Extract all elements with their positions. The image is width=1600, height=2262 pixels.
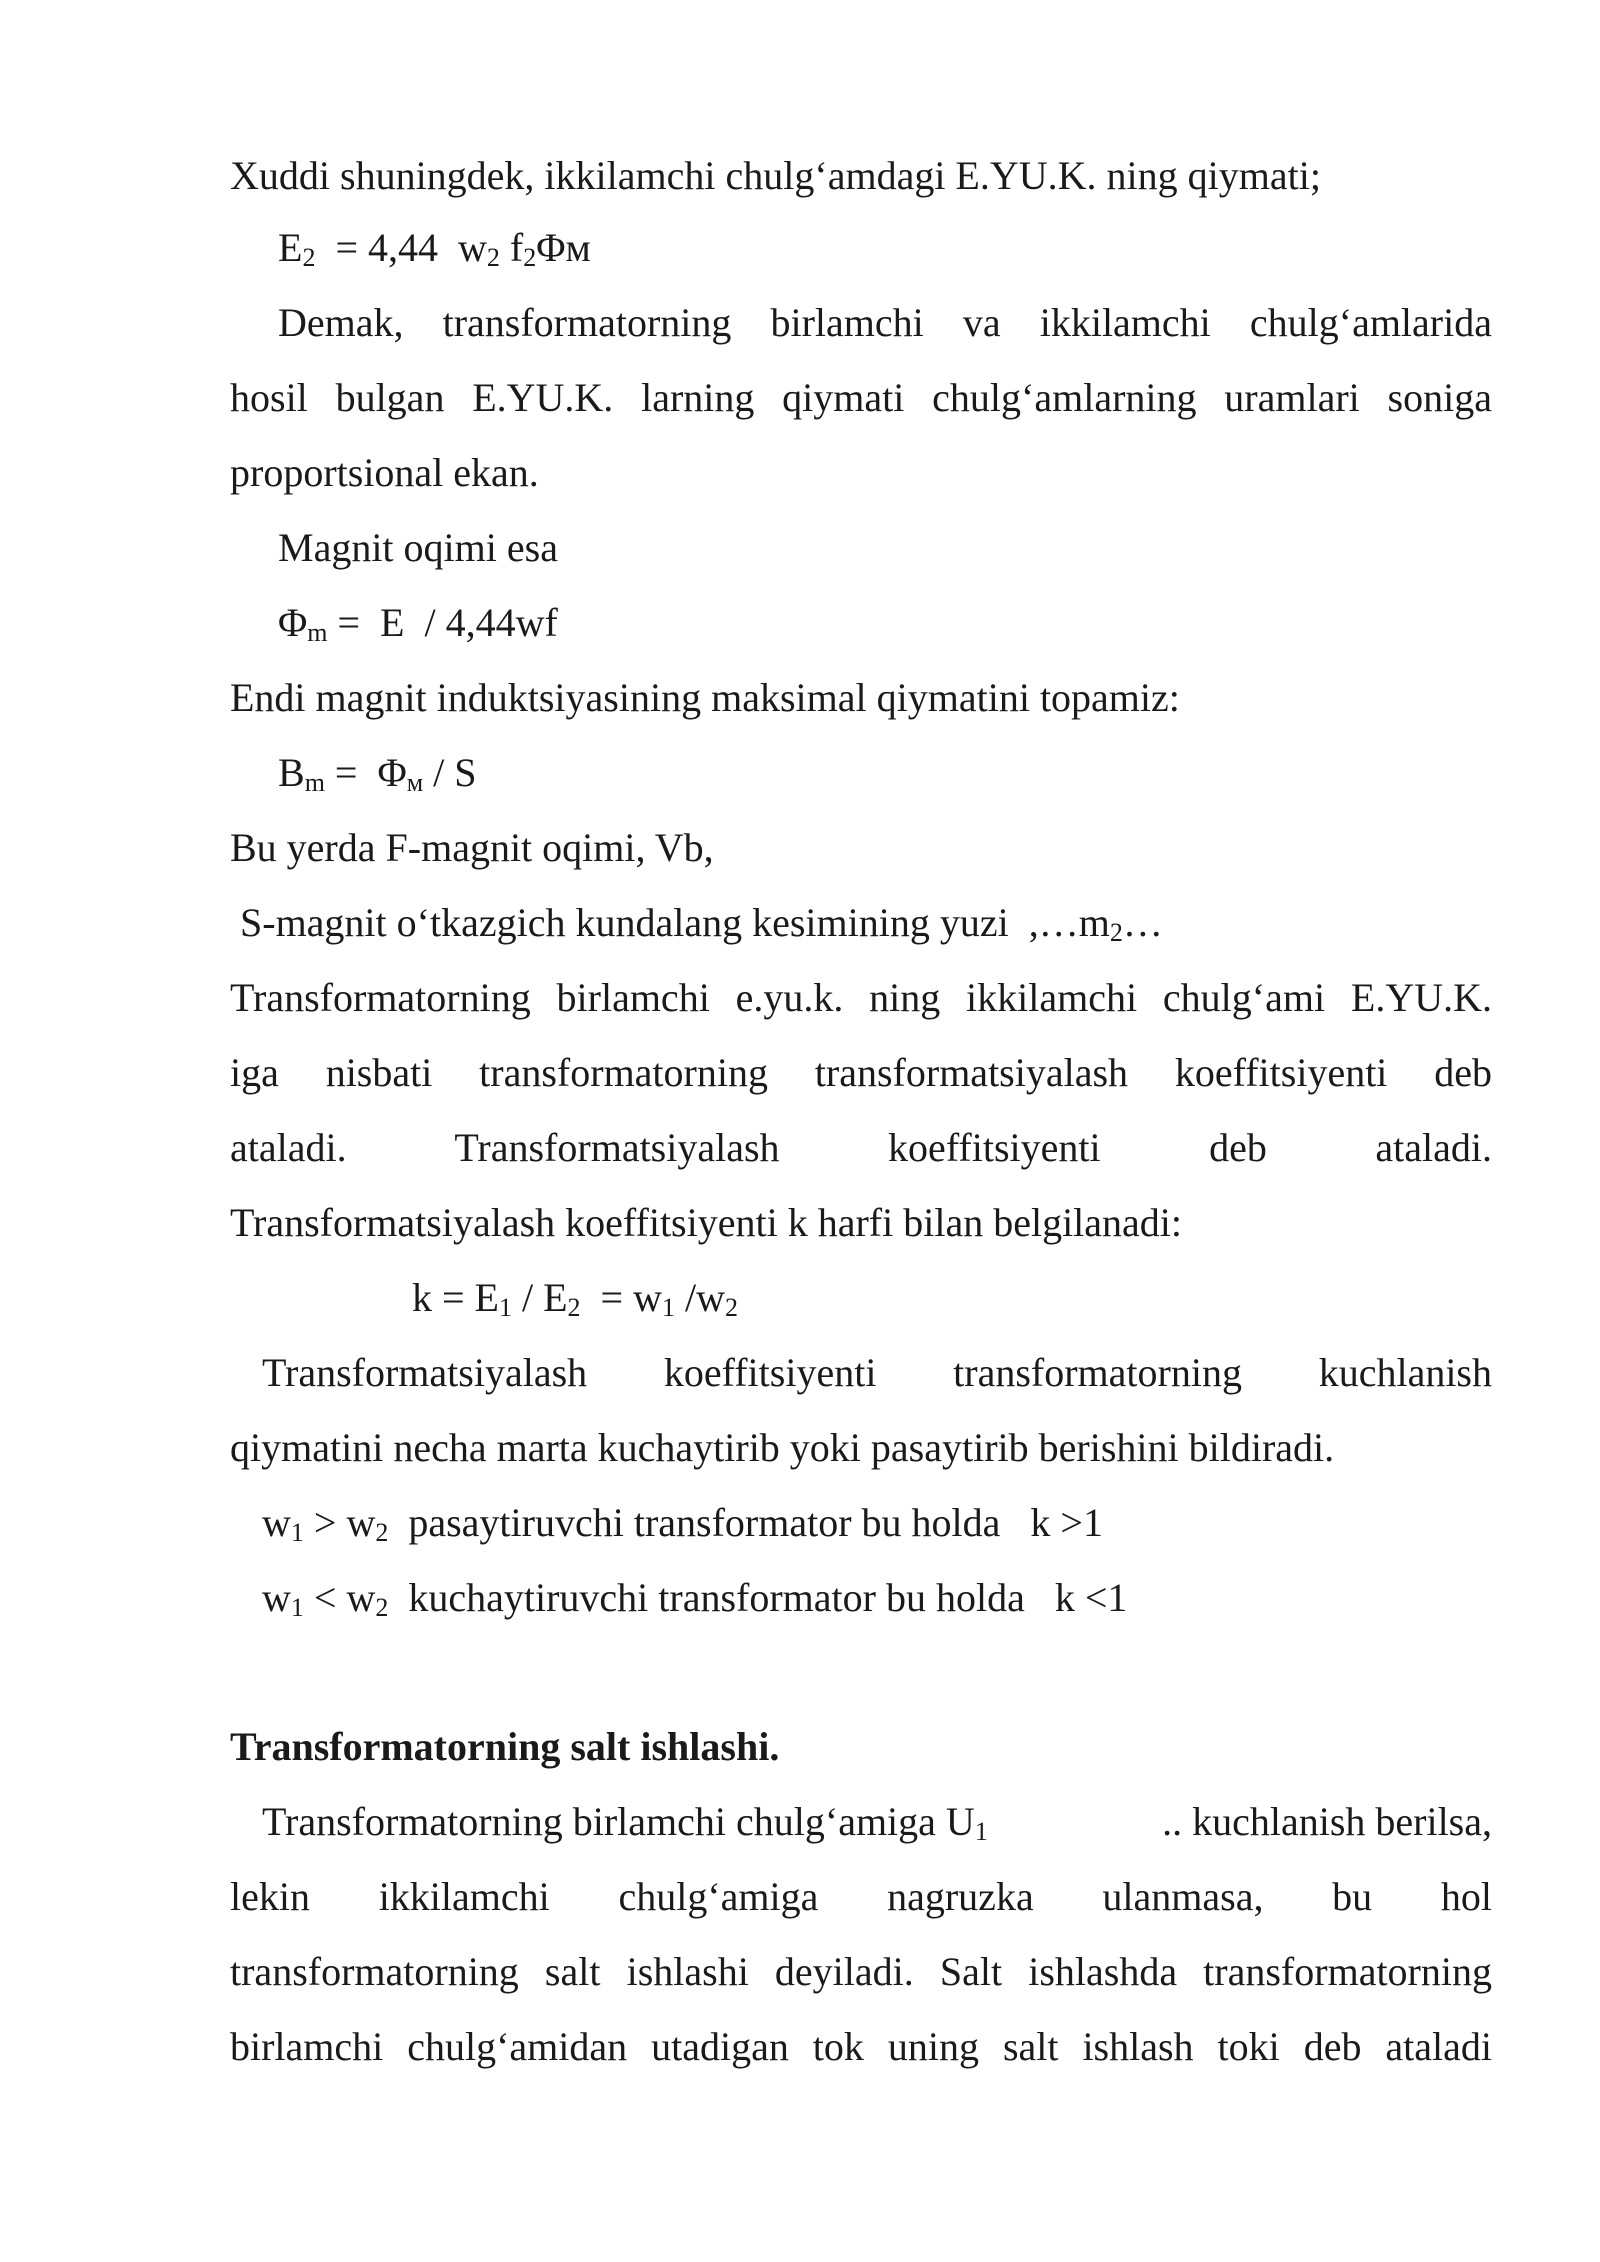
paragraph-line: birlamchi chulg‘amidan utadigan tok uning salt ishlash toki deb ataladi xyxy=(230,2024,1492,2069)
paragraph-line: iga nisbati transformatorning transformatsiyalash koeffitsiyenti deb xyxy=(230,1050,1492,1095)
formula-flux: $\Phi_m = E / 4,44wf$ xyxy=(278,600,558,647)
paragraph-line: S-magnit o‘tkazgich kundalang kesimining yuzi $,\dots m_2\dots$ xyxy=(240,900,1163,947)
formula-k: $k = E_1 / E_2 = w_1$ $/w_2$ xyxy=(412,1275,738,1322)
paragraph-line: Transformatsiyalash koeffitsiyenti k harfi bilan belgilanadi: xyxy=(230,1200,1183,1245)
paragraph-line: Endi magnit induktsiyasining maksimal qiymatini topamiz: xyxy=(230,675,1180,720)
paragraph-line: proportsional ekan. xyxy=(230,450,539,495)
formula-induction: $B_m = \Phi_м / S$ xyxy=(278,750,477,797)
formula-step-down: $w_1 > w_2$ pasaytiruvchi transformator bu holda k >1 xyxy=(262,1500,1103,1547)
paragraph-line: Magnit oqimi esa xyxy=(278,525,558,570)
paragraph-line: Xuddi shuningdek, ikkilamchi chulg‘amdagi E.YU.K. ning qiymati; xyxy=(230,153,1321,198)
paragraph-line: Demak, transformatorning birlamchi va ikkilamchi chulg‘amlarida xyxy=(278,300,1492,345)
paragraph-line: ataladi. Transformatsiyalash koeffitsiyenti deb ataladi. xyxy=(230,1125,1492,1170)
paragraph-line: Transformatsiyalash koeffitsiyenti transformatorning kuchlanish xyxy=(262,1350,1492,1395)
paragraph-line: Transformatorning birlamchi e.yu.k. ning ikkilamchi chulg‘ami E.YU.K. xyxy=(230,975,1492,1020)
paragraph-line: hosil bulgan E.YU.K. larning qiymati chulg‘amlarning uramlari soniga xyxy=(230,375,1492,420)
paragraph-line: qiymatini necha marta kuchaytirib yoki pasaytirib berishini bildiradi. xyxy=(230,1425,1335,1470)
paragraph-line: lekin ikkilamchi chulg‘amiga nagruzka ulanmasa, bu hol xyxy=(230,1874,1492,1919)
paragraph-line: transformatorning salt ishlashi deyiladi. Salt ishlashda transformatorning xyxy=(230,1949,1492,1994)
formula-step-up: $w_1 < w_2$ kuchaytiruvchi transformator bu holda k <1 xyxy=(262,1575,1128,1622)
paragraph-line: Bu yerda F-magnit oqimi, Vb, xyxy=(230,825,714,870)
section-heading: Transformatorning salt ishlashi. xyxy=(230,1724,780,1769)
formula-e2: $E_2 = 4,44$ $w_2$ $f_2\Phi м$ xyxy=(278,225,591,272)
paragraph-line: Transformatorning birlamchi chulg‘amiga $U_1$ .. kuchlanish berilsa, xyxy=(262,1799,1492,1846)
